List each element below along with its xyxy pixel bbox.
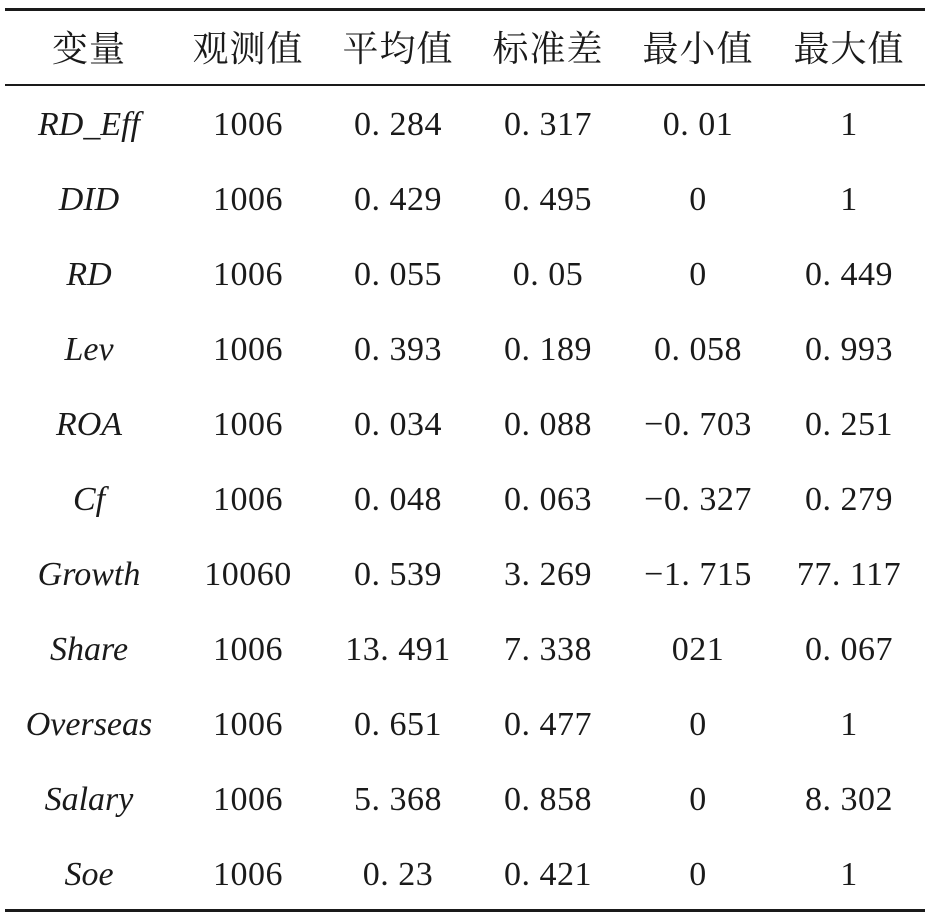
cell-observations: 1006 xyxy=(213,855,283,893)
cell-min: 0 xyxy=(689,255,707,293)
cell-mean: 0. 651 xyxy=(354,705,442,743)
cell-mean: 0. 055 xyxy=(354,255,442,293)
cell-max: 77. 117 xyxy=(796,555,902,593)
cell-observations: 1006 xyxy=(213,480,283,518)
cell-observations: 1006 xyxy=(213,105,283,143)
cell-mean: 0. 429 xyxy=(354,180,442,218)
header-observations: 观测值 xyxy=(192,29,304,70)
table-row xyxy=(5,312,925,387)
table-row xyxy=(5,537,925,612)
cell-observations: 1006 xyxy=(213,330,283,368)
cell-max: 1 xyxy=(840,705,858,743)
table-row xyxy=(5,387,925,462)
cell-min: 0 xyxy=(689,705,707,743)
cell-min: −0. 703 xyxy=(644,405,752,443)
cell-observations: 1006 xyxy=(213,180,283,218)
cell-variable: RD xyxy=(66,255,112,293)
table-body xyxy=(5,85,925,912)
cell-std-dev: 3. 269 xyxy=(504,555,592,593)
header-std-dev: 标准差 xyxy=(492,29,604,70)
cell-max: 0. 449 xyxy=(805,255,893,293)
table-row xyxy=(5,462,925,537)
cell-max: 0. 251 xyxy=(805,405,893,443)
cell-max: 1 xyxy=(840,855,858,893)
cell-observations: 1006 xyxy=(213,255,283,293)
cell-std-dev: 0. 063 xyxy=(504,480,592,518)
cell-variable: DID xyxy=(58,180,120,218)
cell-std-dev: 0. 088 xyxy=(504,405,592,443)
cell-observations: 1006 xyxy=(213,705,283,743)
cell-mean: 13. 491 xyxy=(345,630,451,668)
cell-variable: Salary xyxy=(44,780,134,818)
cell-std-dev: 0. 05 xyxy=(512,255,584,293)
cell-std-dev: 0. 189 xyxy=(504,330,592,368)
cell-min: 0 xyxy=(689,855,707,893)
cell-max: 1 xyxy=(840,180,858,218)
cell-variable: Lev xyxy=(64,330,114,368)
cell-variable: RD_Eff xyxy=(38,105,140,143)
table-row xyxy=(5,162,925,237)
cell-std-dev: 0. 317 xyxy=(504,105,592,143)
header-min: 最小值 xyxy=(642,29,754,70)
cell-variable: Overseas xyxy=(25,705,153,743)
cell-variable: Growth xyxy=(37,555,141,593)
cell-observations: 1006 xyxy=(213,405,283,443)
cell-variable: Share xyxy=(49,630,129,668)
cell-min: 0. 058 xyxy=(654,330,742,368)
cell-min: 0 xyxy=(689,780,707,818)
header-variable: 变量 xyxy=(51,29,126,70)
cell-mean: 0. 393 xyxy=(354,330,442,368)
table-header xyxy=(5,8,925,85)
cell-mean: 0. 284 xyxy=(354,105,442,143)
cell-variable: ROA xyxy=(55,405,123,443)
cell-max: 0. 993 xyxy=(805,330,893,368)
cell-max: 1 xyxy=(840,105,858,143)
header-max: 最大值 xyxy=(793,29,905,70)
cell-mean: 0. 23 xyxy=(362,855,434,893)
table-row xyxy=(5,837,925,912)
table-row xyxy=(5,612,925,687)
cell-std-dev: 0. 858 xyxy=(504,780,592,818)
cell-observations: 1006 xyxy=(213,780,283,818)
cell-max: 0. 279 xyxy=(805,480,893,518)
cell-mean: 0. 048 xyxy=(354,480,442,518)
table-row xyxy=(5,687,925,762)
cell-std-dev: 7. 338 xyxy=(504,630,592,668)
cell-min: 021 xyxy=(671,630,725,668)
cell-variable: Soe xyxy=(64,855,114,893)
cell-mean: 5. 368 xyxy=(354,780,442,818)
cell-std-dev: 0. 421 xyxy=(504,855,592,893)
cell-max: 0. 067 xyxy=(805,630,893,668)
table-row xyxy=(5,85,925,162)
cell-mean: 0. 539 xyxy=(354,555,442,593)
table-row xyxy=(5,237,925,312)
cell-observations: 1006 xyxy=(213,630,283,668)
cell-observations: 10060 xyxy=(204,555,292,593)
cell-std-dev: 0. 495 xyxy=(504,180,592,218)
cell-min: 0. 01 xyxy=(662,105,734,143)
cell-mean: 0. 034 xyxy=(354,405,442,443)
cell-std-dev: 0. 477 xyxy=(504,705,592,743)
cell-min: −0. 327 xyxy=(644,480,752,518)
header-row xyxy=(5,8,925,85)
cell-min: −1. 715 xyxy=(644,555,752,593)
cell-variable: Cf xyxy=(72,480,106,518)
cell-min: 0 xyxy=(689,180,707,218)
cell-max: 8. 302 xyxy=(805,780,893,818)
table-row xyxy=(5,762,925,837)
header-mean: 平均值 xyxy=(342,29,454,70)
descriptive-statistics-table xyxy=(5,8,925,912)
